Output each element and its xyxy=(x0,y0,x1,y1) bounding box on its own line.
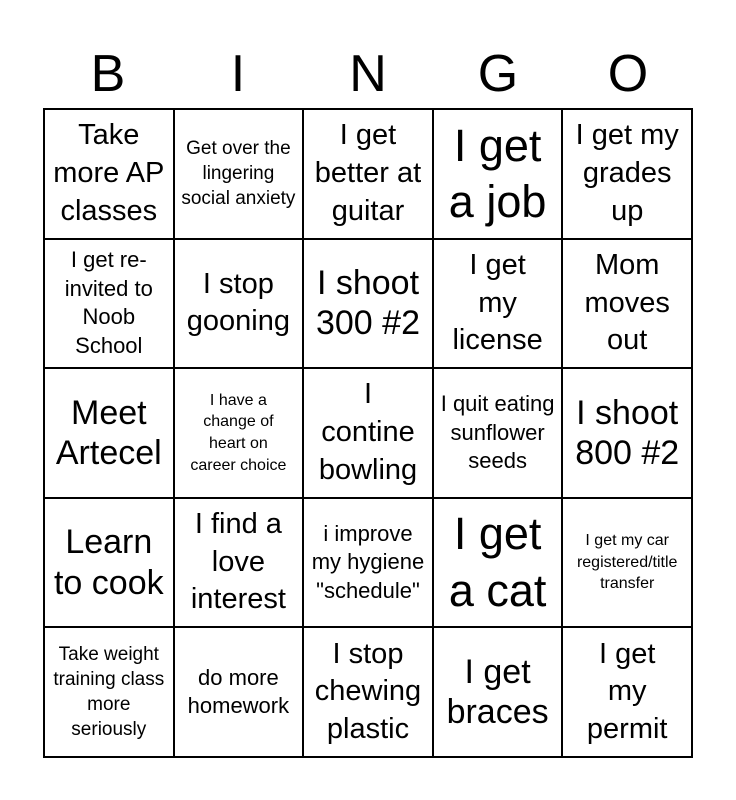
cell-text: Take more AP classes xyxy=(53,119,165,227)
cell-text: Mom moves out xyxy=(584,248,670,357)
header-letter-n: N xyxy=(349,45,387,103)
cell-text: I get re-invited to Noob School xyxy=(64,247,153,358)
bingo-cell[interactable] xyxy=(433,239,563,369)
bingo-cell[interactable] xyxy=(303,109,433,239)
bingo-cell[interactable] xyxy=(562,368,692,498)
cell-text: I get my license xyxy=(452,248,543,357)
cell-text: Learn to cook xyxy=(53,523,164,602)
header-letter-b: B xyxy=(90,45,126,103)
bingo-cell[interactable] xyxy=(174,627,304,757)
cell-text: I stop chewing plastic xyxy=(314,637,422,746)
bingo-cell[interactable] xyxy=(174,368,304,498)
bingo-cell[interactable] xyxy=(303,368,433,498)
bingo-cell[interactable] xyxy=(433,109,563,239)
cell-text: Meet Artecel xyxy=(55,393,162,472)
cell-text: I contine bowling xyxy=(318,378,418,486)
bingo-cell[interactable] xyxy=(174,498,304,628)
bingo-cell[interactable] xyxy=(44,498,174,628)
bingo-cell[interactable] xyxy=(433,498,563,628)
cell-text: I get braces xyxy=(446,653,549,732)
bingo-cell[interactable] xyxy=(44,627,174,757)
cell-text: i improve my hygiene "schedule" xyxy=(311,520,425,603)
bingo-cell[interactable] xyxy=(562,239,692,369)
bingo-cell[interactable] xyxy=(303,498,433,628)
cell-text: I get a job xyxy=(448,119,547,227)
bingo-cell[interactable] xyxy=(562,498,692,628)
header-letter-g: G xyxy=(477,45,519,103)
cell-text: I find a love interest xyxy=(190,508,286,616)
bingo-header xyxy=(43,40,693,108)
cell-text: I get my car registered/title transfer xyxy=(576,532,678,593)
cell-text: I get a cat xyxy=(448,508,547,616)
cell-text: I have a change of heart on career choice xyxy=(190,391,287,474)
header-letter-o: O xyxy=(607,45,649,103)
bingo-cell[interactable] xyxy=(562,627,692,757)
bingo-cell[interactable] xyxy=(174,239,304,369)
bingo-cell[interactable] xyxy=(433,627,563,757)
bingo-cell[interactable] xyxy=(433,368,563,498)
cell-text: Get over the lingering social anxiety xyxy=(181,138,296,210)
bingo-cell[interactable] xyxy=(562,109,692,239)
cell-text: do more homework xyxy=(187,664,290,719)
cell-text: Take weight training class more seriously xyxy=(53,644,165,741)
cell-text: I get my grades up xyxy=(575,119,679,227)
cell-text: I get better at guitar xyxy=(314,119,422,227)
cell-text: I stop gooning xyxy=(186,267,290,338)
bingo-cell[interactable] xyxy=(44,239,174,369)
cell-text: I quit eating sunflower seeds xyxy=(440,391,555,474)
cell-text: I shoot 300 #2 xyxy=(315,264,420,343)
header-letter-i: I xyxy=(230,45,246,103)
bingo-cell[interactable] xyxy=(44,109,174,239)
bingo-cell[interactable] xyxy=(303,239,433,369)
bingo-cell[interactable] xyxy=(174,109,304,239)
bingo-cell[interactable] xyxy=(303,627,433,757)
cell-text: I get my permit xyxy=(586,637,668,746)
bingo-board xyxy=(43,108,693,758)
cell-text: I shoot 800 #2 xyxy=(575,393,680,472)
bingo-cell[interactable] xyxy=(44,368,174,498)
